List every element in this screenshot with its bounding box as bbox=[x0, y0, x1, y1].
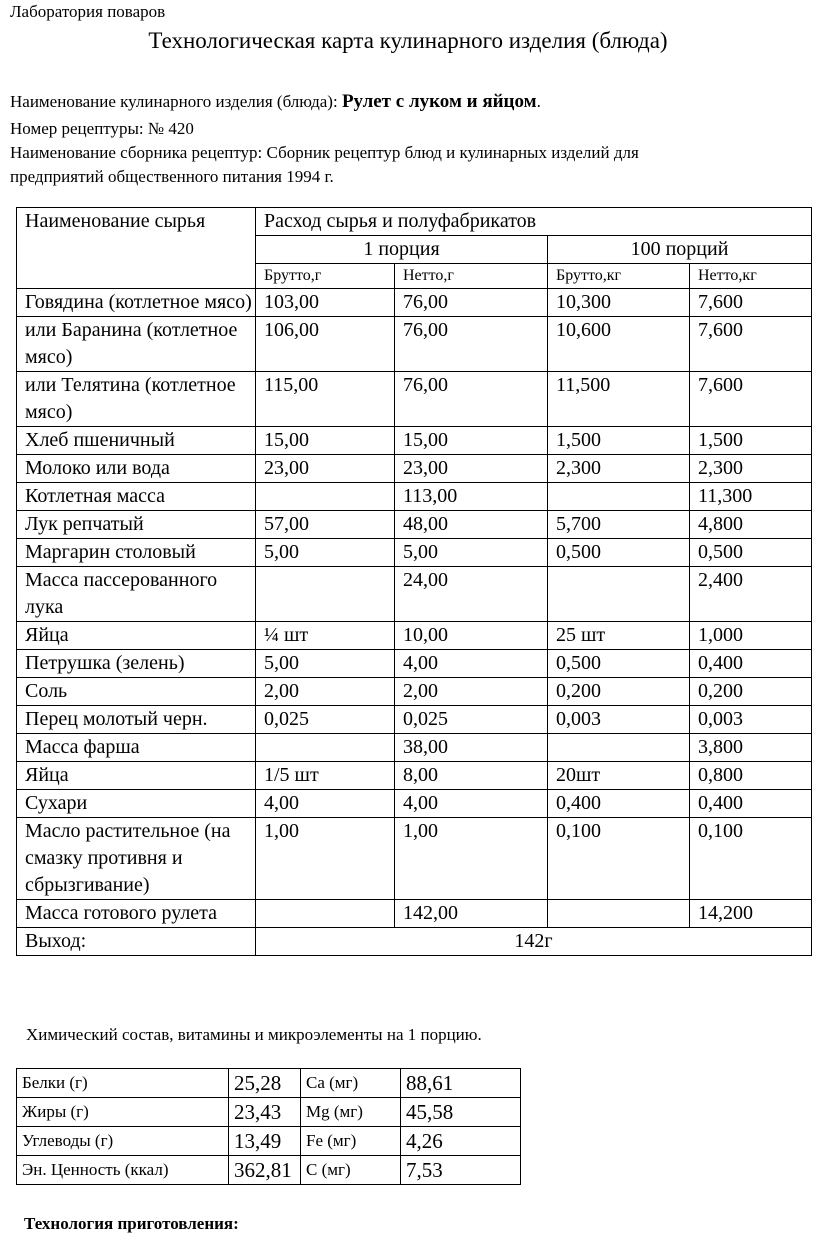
table-row bbox=[17, 427, 812, 455]
table-row bbox=[17, 567, 812, 622]
netto-100: 1,000 bbox=[690, 622, 812, 650]
netto-100: 1,500 bbox=[690, 427, 812, 455]
netto-100: 0,500 bbox=[690, 539, 812, 567]
netto-100: 0,100 bbox=[690, 818, 812, 900]
ingredient-name: Масса фарша bbox=[17, 734, 256, 762]
ingredient-name: Перец молотый черн. bbox=[17, 706, 256, 734]
header-brutto-kg: Брутто,кг bbox=[548, 264, 690, 289]
netto-1: 0,025 bbox=[395, 706, 548, 734]
ingredient-name: Петрушка (зелень) bbox=[17, 650, 256, 678]
chem-title: Химический состав, витамины и микроэлементы на 1 порцию. bbox=[26, 1025, 482, 1044]
table-row bbox=[17, 622, 812, 650]
brutto-100 bbox=[548, 567, 690, 622]
header-ingredient-name: Наименование сырья bbox=[17, 208, 256, 289]
header-portion-100: 100 порций bbox=[548, 236, 812, 264]
table-row bbox=[17, 900, 812, 928]
netto-1: 1,00 bbox=[395, 818, 548, 900]
brutto-100: 0,500 bbox=[548, 650, 690, 678]
recipe-collection-line2: предприятий общественного питания 1994 г. bbox=[10, 167, 334, 186]
netto-1: 5,00 bbox=[395, 539, 548, 567]
table-row bbox=[17, 790, 812, 818]
brutto-1: 2,00 bbox=[256, 678, 395, 706]
dish-name-label: Наименование кулинарного изделия (блюда): bbox=[10, 92, 338, 111]
brutto-1: 1,00 bbox=[256, 818, 395, 900]
netto-1: 76,00 bbox=[395, 372, 548, 427]
ingredient-name: Масса готового рулета bbox=[17, 900, 256, 928]
ingredient-name: Хлеб пшеничный bbox=[17, 427, 256, 455]
ingredient-name: Молоко или вода bbox=[17, 455, 256, 483]
nutrition-row bbox=[17, 1156, 521, 1185]
brutto-100: 10,300 bbox=[548, 289, 690, 317]
nutrition-table bbox=[16, 1068, 521, 1185]
netto-100: 0,003 bbox=[690, 706, 812, 734]
brutto-1: ¼ шт bbox=[256, 622, 395, 650]
mineral-label: C (мг) bbox=[301, 1156, 401, 1185]
brutto-1: 0,025 bbox=[256, 706, 395, 734]
netto-1: 8,00 bbox=[395, 762, 548, 790]
nutrition-row bbox=[17, 1069, 521, 1098]
netto-1: 4,00 bbox=[395, 790, 548, 818]
output-row bbox=[17, 928, 812, 956]
ingredient-name: Сухари bbox=[17, 790, 256, 818]
page-title: Технологическая карта кулинарного изделия (блюда) bbox=[148, 28, 668, 53]
netto-1: 76,00 bbox=[395, 317, 548, 372]
ingredient-name: Котлетная масса bbox=[17, 483, 256, 511]
dish-name-line: Наименование кулинарного изделия (блюда): Рулет с луком и яйцом. bbox=[10, 91, 541, 112]
brutto-100: 0,100 bbox=[548, 818, 690, 900]
brutto-1 bbox=[256, 567, 395, 622]
brutto-1: 57,00 bbox=[256, 511, 395, 539]
netto-100: 7,600 bbox=[690, 317, 812, 372]
table-row bbox=[17, 706, 812, 734]
brutto-1: 1/5 шт bbox=[256, 762, 395, 790]
brutto-1 bbox=[256, 734, 395, 762]
netto-1: 113,00 bbox=[395, 483, 548, 511]
netto-100: 4,800 bbox=[690, 511, 812, 539]
brutto-100: 0,400 bbox=[548, 790, 690, 818]
ingredient-name: Яйца bbox=[17, 622, 256, 650]
nutrition-row bbox=[17, 1127, 521, 1156]
netto-100: 2,300 bbox=[690, 455, 812, 483]
netto-1: 4,00 bbox=[395, 650, 548, 678]
brutto-100 bbox=[548, 483, 690, 511]
table-row bbox=[17, 650, 812, 678]
recipe-number: Номер рецептуры: № 420 bbox=[10, 119, 194, 138]
netto-1: 2,00 bbox=[395, 678, 548, 706]
dish-name-value: Рулет с луком и яйцом bbox=[341, 91, 537, 112]
brutto-100: 5,700 bbox=[548, 511, 690, 539]
mineral-label: Mg (мг) bbox=[301, 1098, 401, 1127]
netto-1: 24,00 bbox=[395, 567, 548, 622]
brutto-100: 2,300 bbox=[548, 455, 690, 483]
netto-100: 0,400 bbox=[690, 650, 812, 678]
brutto-100: 10,600 bbox=[548, 317, 690, 372]
nutrient-value: 23,43 bbox=[229, 1098, 301, 1127]
table-row bbox=[17, 483, 812, 511]
netto-1: 10,00 bbox=[395, 622, 548, 650]
table-row bbox=[17, 289, 812, 317]
nutrient-label: Белки (г) bbox=[17, 1069, 229, 1098]
table-row bbox=[17, 818, 812, 900]
netto-100: 7,600 bbox=[690, 289, 812, 317]
brutto-100: 0,003 bbox=[548, 706, 690, 734]
brutto-100: 20шт bbox=[548, 762, 690, 790]
brutto-100: 0,200 bbox=[548, 678, 690, 706]
brutto-1 bbox=[256, 900, 395, 928]
nutrient-label: Жиры (г) bbox=[17, 1098, 229, 1127]
header-netto-kg: Нетто,кг bbox=[690, 264, 812, 289]
table-row bbox=[17, 511, 812, 539]
table-row bbox=[17, 455, 812, 483]
header-portion-1: 1 порция bbox=[256, 236, 548, 264]
table-row bbox=[17, 678, 812, 706]
netto-100: 3,800 bbox=[690, 734, 812, 762]
mineral-value: 7,53 bbox=[401, 1156, 521, 1185]
brutto-100: 1,500 bbox=[548, 427, 690, 455]
ingredient-name: Маргарин столовый bbox=[17, 539, 256, 567]
header-usage: Расход сырья и полуфабрикатов bbox=[256, 208, 812, 236]
netto-100: 14,200 bbox=[690, 900, 812, 928]
netto-100: 0,200 bbox=[690, 678, 812, 706]
ingredient-name: Соль bbox=[17, 678, 256, 706]
header-brutto-g: Брутто,г bbox=[256, 264, 395, 289]
ingredient-name: Масло растительное (на смазку противня и сбрызгивание) bbox=[17, 818, 256, 900]
brutto-1: 4,00 bbox=[256, 790, 395, 818]
ingredient-name: Лук репчатый bbox=[17, 511, 256, 539]
netto-100: 7,600 bbox=[690, 372, 812, 427]
brutto-1: 5,00 bbox=[256, 539, 395, 567]
nutrition-row bbox=[17, 1098, 521, 1127]
brutto-100 bbox=[548, 734, 690, 762]
ingredient-name: или Баранина (котлетное мясо) bbox=[17, 317, 256, 372]
ingredient-name: или Телятина (котлетное мясо) bbox=[17, 372, 256, 427]
netto-100: 0,400 bbox=[690, 790, 812, 818]
nutrient-value: 362,81 bbox=[229, 1156, 301, 1185]
mineral-value: 45,58 bbox=[401, 1098, 521, 1127]
output-label: Выход: bbox=[17, 928, 256, 956]
brutto-1: 23,00 bbox=[256, 455, 395, 483]
netto-1: 23,00 bbox=[395, 455, 548, 483]
recipe-collection bbox=[10, 141, 800, 189]
nutrient-value: 13,49 bbox=[229, 1127, 301, 1156]
header-netto-g: Нетто,г bbox=[395, 264, 548, 289]
ingredient-name: Масса пассерованного лука bbox=[17, 567, 256, 622]
nutrient-value: 25,28 bbox=[229, 1069, 301, 1098]
netto-100: 11,300 bbox=[690, 483, 812, 511]
netto-1: 38,00 bbox=[395, 734, 548, 762]
table-row bbox=[17, 372, 812, 427]
netto-1: 76,00 bbox=[395, 289, 548, 317]
brutto-1 bbox=[256, 483, 395, 511]
netto-100: 2,400 bbox=[690, 567, 812, 622]
brutto-100 bbox=[548, 900, 690, 928]
brutto-100: 11,500 bbox=[548, 372, 690, 427]
brutto-1: 15,00 bbox=[256, 427, 395, 455]
recipe-collection-line1: Наименование сборника рецептур: Сборник рецептур блюд и кулинарных изделий для bbox=[10, 143, 639, 162]
table-row bbox=[17, 317, 812, 372]
netto-100: 0,800 bbox=[690, 762, 812, 790]
mineral-value: 4,26 bbox=[401, 1127, 521, 1156]
ingredient-name: Яйца bbox=[17, 762, 256, 790]
lab-title: Лаборатория поваров bbox=[10, 2, 166, 21]
brutto-1: 115,00 bbox=[256, 372, 395, 427]
brutto-100: 25 шт bbox=[548, 622, 690, 650]
brutto-100: 0,500 bbox=[548, 539, 690, 567]
ingredient-name: Говядина (котлетное мясо) bbox=[17, 289, 256, 317]
ingredients-table bbox=[16, 207, 812, 956]
table-row bbox=[17, 734, 812, 762]
netto-1: 48,00 bbox=[395, 511, 548, 539]
table-header-row bbox=[17, 208, 812, 236]
mineral-label: Ca (мг) bbox=[301, 1069, 401, 1098]
mineral-value: 88,61 bbox=[401, 1069, 521, 1098]
brutto-1: 5,00 bbox=[256, 650, 395, 678]
brutto-1: 103,00 bbox=[256, 289, 395, 317]
nutrient-label: Эн. Ценность (ккал) bbox=[17, 1156, 229, 1185]
netto-1: 15,00 bbox=[395, 427, 548, 455]
technology-title: Технология приготовления: bbox=[24, 1214, 239, 1233]
table-row bbox=[17, 762, 812, 790]
output-value: 142г bbox=[256, 928, 812, 956]
table-row bbox=[17, 539, 812, 567]
nutrient-label: Углеводы (г) bbox=[17, 1127, 229, 1156]
mineral-label: Fe (мг) bbox=[301, 1127, 401, 1156]
brutto-1: 106,00 bbox=[256, 317, 395, 372]
netto-1: 142,00 bbox=[395, 900, 548, 928]
